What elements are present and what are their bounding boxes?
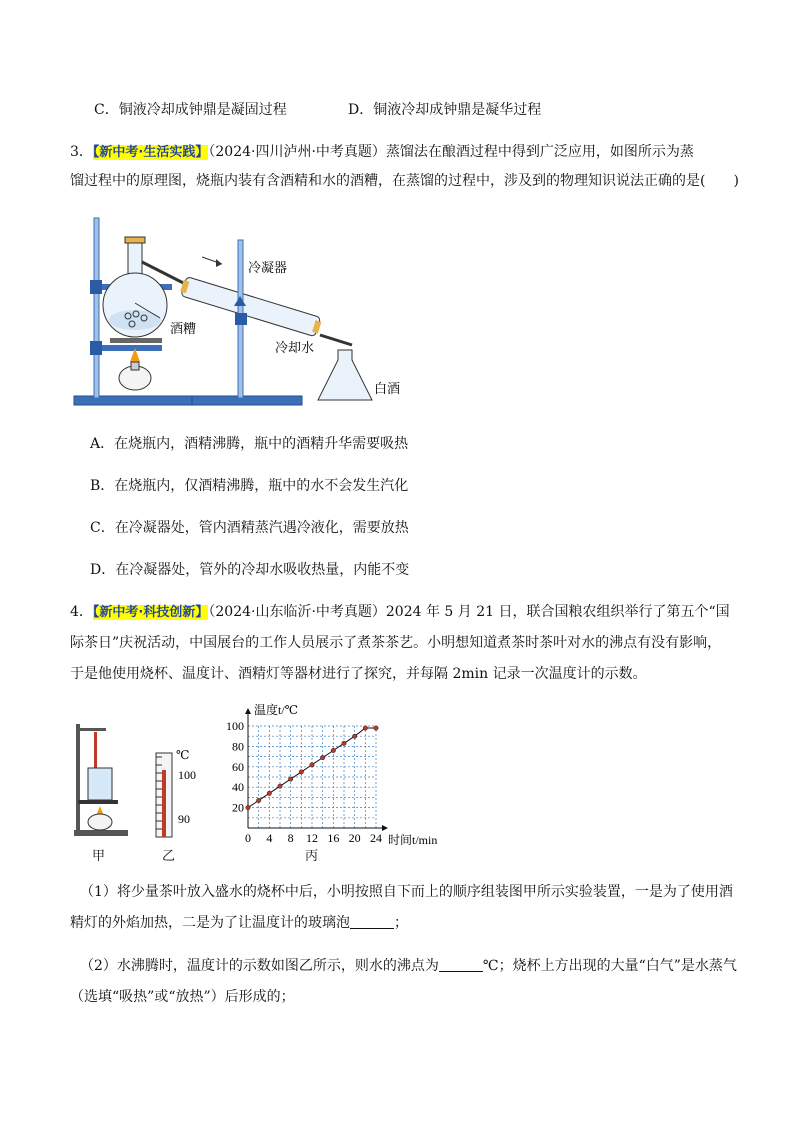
caption-bing: 丙 [305,849,319,864]
thermo-tick-100: 100 [178,768,196,782]
q3-number: 3． [70,144,93,160]
q3-option-c: C．在冷凝器处，管内酒精蒸汽遇冷液化，需要放热 [90,520,409,536]
x-tick-label: 0 [245,831,251,845]
q4-sub2-line1 [80,956,737,976]
q3-option-a: A．在烧瓶内，酒精沸腾，瓶中的酒精升华需要吸热 [90,436,409,452]
data-point [299,770,303,774]
y-axis-arrow [245,708,251,714]
thermo-tick-90: 90 [178,812,190,826]
data-point [352,734,356,738]
label-condenser: 冷凝器 [248,260,288,275]
y-tick-label: 100 [226,719,244,733]
q4-sub1-text-b: ； [394,915,408,931]
q4-sub1-text-a: 精灯的外焰加热，二是为了让温度计的玻璃泡 [70,915,350,931]
y-tick-label: 20 [232,800,244,815]
figure-yi-thermometer [150,745,210,840]
q2-option-c: C．铜液冷却成钟鼎是凝固过程 [94,102,287,118]
q4-stem-line3: 于是他使用烧杯、温度计、酒精灯等器材进行了探究，并每隔 2min 记录一次温度计的示数。 [70,666,647,682]
x-tick-label: 24 [370,831,382,845]
data-point [310,763,314,767]
q4-stem-line1 [70,602,730,623]
data-point [288,777,292,781]
q3-tag: 【新中考·生活实践】 [92,145,209,160]
q4-sub2-line2: （选填“吸热”或“放热”）后形成的； [70,989,295,1005]
q4-stem-text: （2024·山东临沂·中考真题）2024 年 5 月 21 日，联合国粮农组织举行了第五个“国 [208,604,730,620]
x-tick-label: 12 [306,831,318,845]
q4-sub2-text-b: ℃；烧杯上方出现的大量“白气”是水蒸气 [482,958,737,974]
caption-jia: 甲 [92,849,106,864]
figure-bing-chart [226,702,456,852]
data-point [267,791,271,795]
q4-number: 4． [70,604,93,620]
y-axis-label: 温度t/℃ [254,703,299,717]
data-point [256,798,260,802]
answer-blank-2[interactable] [439,957,483,972]
x-tick-label: 16 [327,831,340,845]
data-point [278,784,282,788]
y-tick-label: 60 [232,759,244,774]
data-point [342,741,346,745]
x-tick-label: 8 [287,831,294,845]
data-point [374,726,378,730]
thermo-unit: ℃ [176,748,190,762]
figure-jia-apparatus [70,718,130,838]
x-tick-label: 4 [266,831,273,845]
q3-stem-text: （2024·四川泸州·中考真题）蒸馏法在酿酒过程中得到广泛应用，如图所示为蒸 [208,144,694,160]
data-point [320,755,324,759]
label-cooling-water: 冷却水 [275,340,315,355]
data-point [246,805,250,809]
y-tick-label: 40 [232,780,244,795]
q2-option-d: D．铜液冷却成钟鼎是凝华过程 [348,102,542,118]
q4-tag: 【新中考·科技创新】 [92,605,209,620]
x-axis-label: 时间t/min [388,833,438,847]
q3-option-b: B．在烧瓶内，仅酒精沸腾，瓶中的水不会发生汽化 [90,478,409,494]
data-point [363,726,367,730]
label-mash: 酒糟 [170,321,197,336]
q4-sub1-line2 [70,913,408,933]
q4-stem-line2: 际茶日”庆祝活动，中国展台的工作人员展示了煮茶茶艺。小明想知道煮茶时茶叶对水的沸点有没有影响， [70,635,722,651]
q4-sub1-line1: （1）将少量茶叶放入盛水的烧杯中后，小明按照自下而上的顺序组装图甲所示实验装置，一是为了使用酒 [80,884,733,900]
q4-sub2-text-a: （2）水沸腾时，温度计的示数如图乙所示，则水的沸点为 [80,958,439,974]
y-tick-label: 80 [232,739,244,754]
distillation-figure [70,210,420,410]
x-tick-label: 20 [348,831,361,845]
data-point [331,748,335,752]
caption-yi: 乙 [162,849,176,864]
x-axis-arrow [382,825,388,831]
q3-stem-line1 [70,142,694,163]
answer-blank-1[interactable] [350,914,394,929]
label-liquor: 白酒 [374,381,401,396]
q3-stem-line2: 馏过程中的原理图，烧瓶内装有含酒精和水的酒糟，在蒸馏的过程中，涉及到的物理知识说法正确的是( ) [70,173,739,189]
q3-option-d: D．在冷凝器处，管外的冷却水吸收热量，内能不变 [90,562,410,578]
